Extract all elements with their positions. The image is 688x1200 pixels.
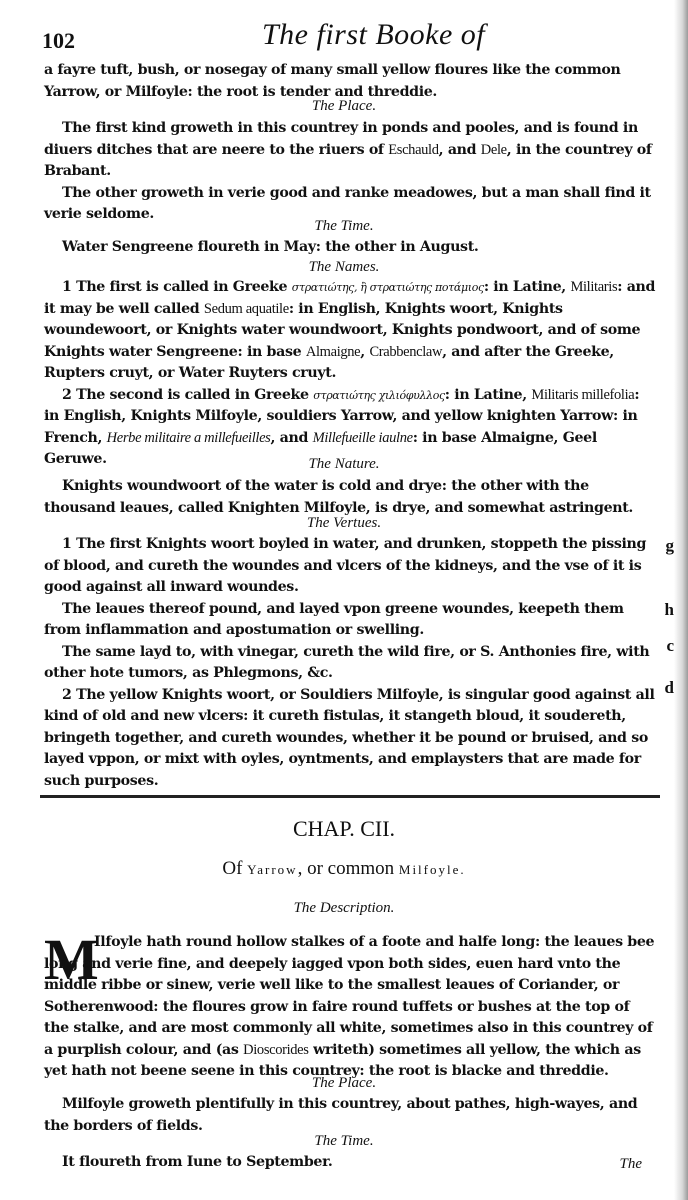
vertues-paragraph-2: The leaues thereof pound, and layed vpon greene woundes, keepeth them from inflammation and apostumation or swelling. (44, 600, 624, 638)
catchword: The (619, 1156, 642, 1172)
intro-text (44, 60, 656, 103)
page-edge-shadow (674, 0, 688, 1200)
nature-paragraph: Knights woundwoort of the water is cold and drye: the other with the thousand leaues, called Knighten Milfoyle, is drye, and somewhat astringent. (44, 478, 634, 516)
nature-heading: The Nature. (308, 456, 380, 472)
place-paragraph-2: The other groweth in verie good and ranke meadowes, but a man shall find it verie seldome. (44, 184, 651, 222)
vertues-paragraph-4: 2 The yellow Knights woort, or Souldiers Milfoyle, is singular good against all kind of old and new vlcers: it cureth fistulas, it stangeth bloud, it soudereth, bringeth together, and cureth woundes, whether it be pound or bruised, and so layed vppon, or mixt with oyles, oyntments, and emplaysters that are made for such purposes. (44, 686, 655, 789)
nature-section (44, 476, 656, 519)
time-section (44, 237, 656, 259)
place2-paragraph: Milfoyle groweth plentifully in this countrey, about pathes, high-wayes, and the borders of fields. (44, 1096, 638, 1134)
margin-letter-d: d (664, 678, 674, 697)
section-divider-rule (40, 795, 660, 798)
description-heading: The Description. (293, 900, 395, 916)
names-section (44, 277, 656, 471)
time2-heading: The Time. (314, 1133, 374, 1149)
place2-heading: The Place. (311, 1075, 377, 1091)
description-paragraph: Ilfoyle hath round hollow stalkes of a foote and halfe long: the leaues bee long and verie fine, and deepely iagged vpon both sides, euen hard vnto the middle ribbe or sinew, verie well like to the smallest leaues of Coriander, or Sotherenwood: the floures grow in faire round tuffets or bushes at the top of the stalke, and are most commonly all white, sometimes also in this countrey of a purplish colour, and (as Dioscorides writeth) sometimes all yellow, the which as yet hath not beene seene in this countrey: the root is blacke and threddie. (44, 934, 655, 1079)
drop-cap-letter: M (44, 927, 99, 992)
vertues-paragraph-1: 1 The first Knights woort boyled in water, and drunken, stoppeth the pissing of blood, and cureth the woundes and vlcers of the kidneys, and the vse of it is good against all inward woundes. (44, 536, 647, 595)
vertues-section (44, 534, 656, 792)
vertues-paragraph-3: The same layd to, with vinegar, cureth the wild fire, or S. Anthonies fire, with other hote tumors, as Phlegmons, &c. (44, 643, 650, 681)
page-number: 102 (42, 28, 75, 53)
place-heading: The Place. (311, 98, 377, 114)
names-heading: The Names. (308, 259, 380, 275)
names-paragraph-2: 2 The second is called in Greeke στρατιώτης χιλιόφυλλος: in Latine, Militaris millefolia: in English, Knights Milfoyle, souldiers Yarrow, and yellow knighten Yarrow: in French, Herbe militaire a millefueilles, and Millefueille iaulne: in base Almaigne, Geel Geruwe. (44, 386, 640, 467)
margin-letter-h: h (664, 600, 674, 619)
margin-letter-g: g (665, 536, 674, 555)
names-paragraph-1: 1 The first is called in Greeke στρατιώτης, ἢ στρατιώτης ποτάμιος: in Latine, Militaris: and it may be well called Sedum aquatile: in English, Knights woort, Knights woundewoort, or Knights water woundwoort, Knights pondwoort, and of some Knights water Sengreene: in base Almaigne, Crabbenclaw, and after the Greeke, Rupters cruyt, or Water Ruyters cruyt. (44, 279, 656, 381)
time2-paragraph: It floureth from Iune to September. (62, 1154, 333, 1170)
place2-section (44, 1094, 656, 1137)
time-paragraph: Water Sengreene floureth in May: the other in August. (62, 239, 479, 255)
margin-letter-c: c (666, 636, 674, 655)
time2-section (44, 1152, 584, 1174)
intro-paragraph: a fayre tuft, bush, or nosegay of many small yellow floures like the common Yarrow, or Milfoyle: the root is tender and threddie. (44, 62, 621, 100)
vertues-heading: The Vertues. (306, 515, 382, 531)
running-title: The first Booke of (262, 18, 486, 51)
chapter-title: Of Yarrow, or common Milfoyle. (222, 858, 466, 879)
time-heading: The Time. (314, 218, 374, 234)
description-section (44, 927, 656, 1083)
chapter-number: CHAP. CII. (292, 816, 396, 841)
place-section (44, 118, 656, 226)
place-paragraph-1: The first kind groweth in this countrey in ponds and pooles, and is found in diuers ditches that are neere to the riuers of Eschauld, and Dele, in the countrey of Brabant. (44, 120, 652, 179)
